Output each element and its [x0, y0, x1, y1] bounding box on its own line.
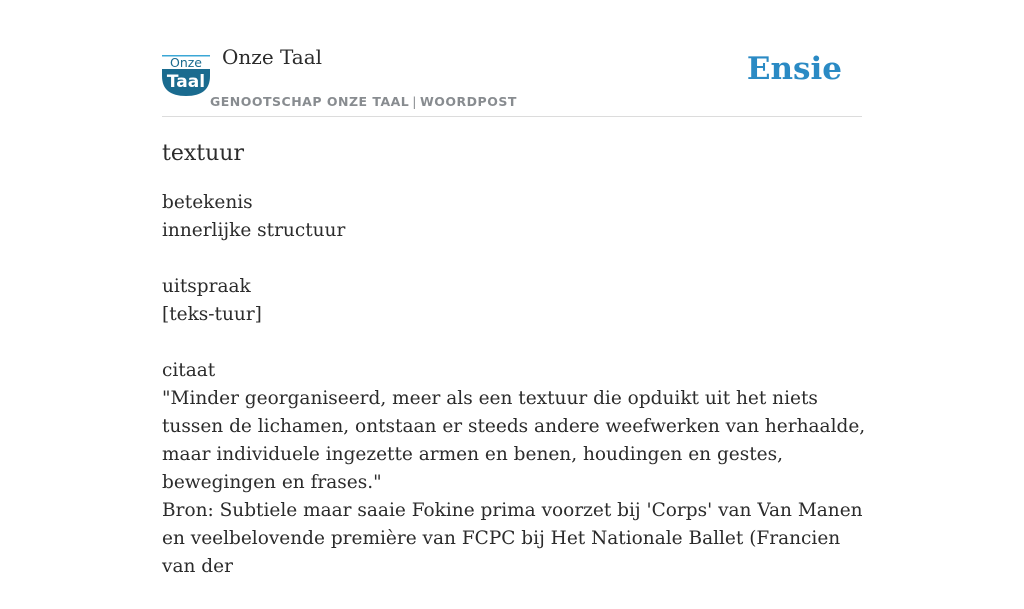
- site-header: [162, 40, 862, 117]
- pronunciation-text: [teks-tuur]: [162, 304, 262, 325]
- meaning-label: betekenis: [162, 192, 253, 213]
- quote-source: Bron: Subtiele maar saaie Fokine prima voorzet bij 'Corps' van Van Manen en veelbelovende première van FCPC bij Het Nationale Ballet (Francien van der: [162, 500, 863, 577]
- ensie-logo[interactable]: Ensie: [746, 51, 842, 87]
- entry-word-title: textuur: [162, 141, 244, 166]
- brand-subtitle-separator: |: [412, 94, 417, 109]
- meaning-text: innerlijke structuur: [162, 220, 346, 241]
- pronunciation-label: uitspraak: [162, 276, 251, 297]
- quote-section: [162, 357, 872, 581]
- logo-top-text: Onze: [169, 55, 203, 70]
- pronunciation-section: [162, 273, 872, 329]
- brand-name[interactable]: Onze Taal: [222, 45, 323, 69]
- quote-text: "Minder georganiseerd, meer als een textuur die opduikt uit het niets tussen de lichamen, ontstaan er steeds andere weefwerken van herhaalde, maar individuele ingezette armen en benen, houdingen en gestes, bewegingen en frases.": [162, 388, 866, 493]
- meaning-section: [162, 189, 872, 245]
- brand-subtitle-left: GENOOTSCHAP ONZE TAAL: [210, 94, 410, 109]
- brand-subtitle: [210, 94, 517, 109]
- onze-taal-logo[interactable]: [162, 52, 210, 96]
- quote-label: citaat: [162, 360, 216, 381]
- brand-subtitle-right[interactable]: WOORDPOST: [420, 94, 517, 109]
- logo-bottom-text: Taal: [166, 72, 206, 92]
- onze-taal-logo-icon: [162, 52, 210, 96]
- entry-content: [162, 138, 872, 609]
